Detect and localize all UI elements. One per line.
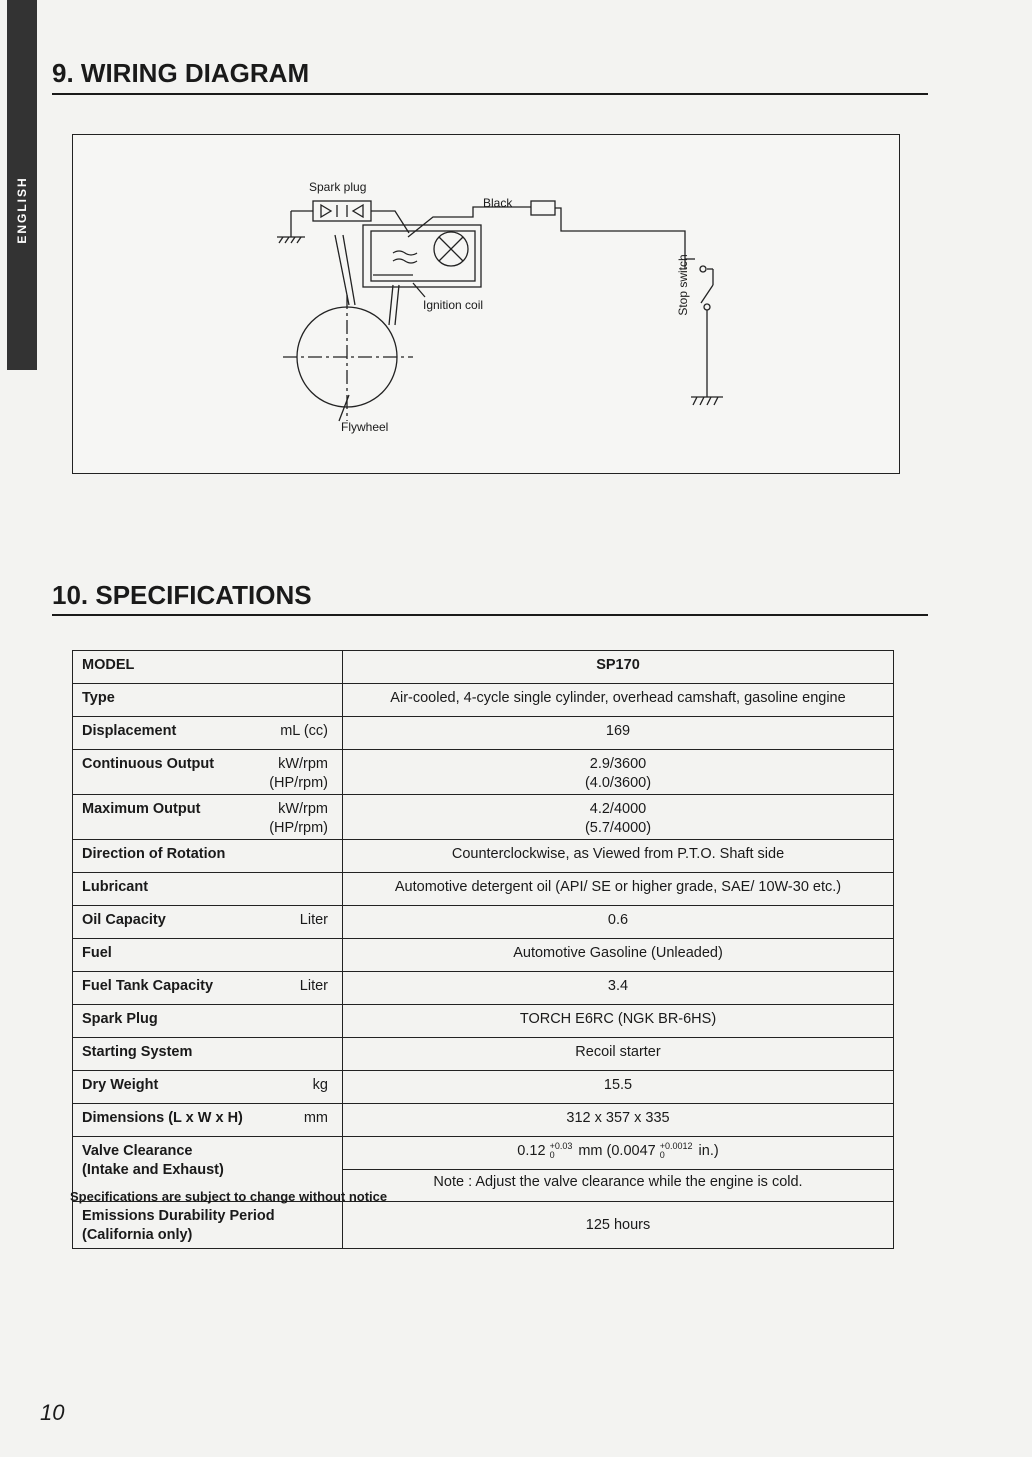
spark-plug-arrow-right (353, 205, 363, 217)
ignition-coil-label: Ignition coil (423, 298, 484, 312)
spec-row (73, 840, 894, 873)
valve-clearance-note: Note : Adjust the valve clearance while the engine is cold. (433, 1174, 803, 1190)
spec-name: Maximum Output (82, 801, 201, 817)
spec-value-cell (343, 840, 894, 873)
spec-value-cell (343, 873, 894, 906)
spec-label-cell (73, 906, 343, 939)
spec-value-cell (343, 684, 894, 717)
spec-value-cell (343, 972, 894, 1005)
spec-unit: kW/rpm (HP/rpm) (269, 801, 328, 836)
spec-row-valve-clearance (73, 1137, 894, 1170)
spec-row (73, 1005, 894, 1038)
spec-label-cell (73, 795, 343, 840)
spec-label-cell (73, 717, 343, 750)
spec-label-cell (73, 1202, 343, 1249)
spec-label-cell (73, 873, 343, 906)
spec-value-cell (343, 750, 894, 795)
spec-value: 4.2/4000 (589, 801, 647, 817)
spec-name: Fuel Tank Capacity (82, 978, 214, 994)
spark-plug-label: Spark plug (309, 180, 367, 194)
spec-value-cell (343, 717, 894, 750)
spec-name: Lubricant (82, 879, 149, 895)
specifications-footnote: Specifications are subject to change without notice (70, 1189, 388, 1204)
spec-unit: Liter (299, 912, 328, 928)
spec-row (73, 1071, 894, 1104)
wiring-diagram (72, 134, 900, 474)
ignition-coil-symbol (363, 225, 481, 287)
spec-value: 15.5 (603, 1077, 633, 1093)
spec-value-cell (343, 1202, 894, 1249)
spec-row (73, 651, 894, 684)
wiring-diagram-title: 9. WIRING DIAGRAM (52, 58, 310, 88)
spec-unit: Liter (299, 978, 328, 994)
specifications-title: 10. SPECIFICATIONS (52, 580, 312, 610)
spec-label-cell (73, 1104, 343, 1137)
spec-value-cell (343, 1170, 894, 1202)
specifications-rule (52, 614, 928, 616)
spec-value: 169 (605, 723, 631, 739)
spec-label-cell (73, 1038, 343, 1071)
spec-label-cell (73, 972, 343, 1005)
spec-label-cell (73, 684, 343, 717)
spec-name-secondary: (California only) (82, 1227, 193, 1243)
spec-value-cell (343, 906, 894, 939)
spec-value: Recoil starter (575, 1044, 661, 1060)
spec-value-cell (343, 939, 894, 972)
spec-value-cell (343, 795, 894, 840)
spec-label-cell (73, 939, 343, 972)
spec-name: Dimensions (L x W x H) (82, 1110, 243, 1126)
spec-label-cell (73, 1005, 343, 1038)
spec-row (73, 873, 894, 906)
spec-name: Dry Weight (82, 1077, 159, 1093)
spec-value: 312 x 357 x 335 (566, 1110, 670, 1126)
spec-row (73, 750, 894, 795)
flywheel-label: Flywheel (341, 420, 389, 434)
spec-name: Fuel (82, 945, 112, 961)
spec-value-cell (343, 1005, 894, 1038)
spec-value: Automotive detergent oil (API/ SE or higher grade, SAE/ 10W-30 etc.) (394, 879, 842, 895)
spec-row (73, 795, 894, 840)
spec-name: Spark Plug (82, 1011, 158, 1027)
spec-value: Air-cooled, 4-cycle single cylinder, overhead camshaft, gasoline engine (390, 690, 846, 706)
spec-label-cell (73, 651, 343, 684)
spec-unit: mL (cc) (280, 723, 328, 739)
valve-clearance-value: 0.12 +0.03 0 mm (0.0047 +0.0012 0 in.) (517, 1141, 719, 1160)
title-rule (52, 93, 928, 95)
spec-name: Continuous Output (82, 756, 215, 772)
spec-row (73, 1038, 894, 1071)
spec-value-cell (343, 1038, 894, 1071)
spec-label-cell (73, 750, 343, 795)
spec-name: Direction of Rotation (82, 846, 226, 862)
spec-value-secondary: (4.0/3600) (584, 775, 652, 791)
spec-name: Oil Capacity (82, 912, 166, 928)
spec-value-cell (343, 1104, 894, 1137)
spec-row (73, 1104, 894, 1137)
spec-label-cell (73, 840, 343, 873)
spec-row (73, 906, 894, 939)
spark-plug-arrow-left (321, 205, 331, 217)
spec-value: TORCH E6RC (NGK BR-6HS) (519, 1011, 717, 1027)
spec-row-emissions (73, 1202, 894, 1249)
spec-value: SP170 (596, 657, 640, 673)
spec-value-cell (343, 1137, 894, 1170)
stop-switch-label: Stop switch (676, 254, 690, 316)
spec-value: 0.6 (607, 912, 629, 928)
spec-name: Valve Clearance (82, 1143, 193, 1159)
language-side-tab (7, 0, 37, 370)
spec-value: 125 hours (585, 1217, 651, 1233)
spec-unit: mm (303, 1110, 328, 1126)
spec-name: Displacement (82, 723, 177, 739)
language-tab-label: ENGLISH (15, 176, 29, 244)
spec-name-secondary: (Intake and Exhaust) (82, 1162, 224, 1178)
spec-unit: kg (312, 1077, 328, 1093)
spark-plug-symbol (313, 201, 371, 221)
spec-name: MODEL (82, 657, 135, 673)
spec-value: 3.4 (607, 978, 629, 994)
spec-name: Starting System (82, 1044, 193, 1060)
spec-name: Type (82, 690, 115, 706)
spec-row (73, 717, 894, 750)
spec-value-cell (343, 1071, 894, 1104)
spec-row (73, 972, 894, 1005)
page-number: 10 (40, 1400, 65, 1425)
spec-value: 2.9/3600 (589, 756, 647, 772)
spec-label-cell (73, 1071, 343, 1104)
wiring-schematic (73, 135, 899, 473)
spec-row (73, 684, 894, 717)
black-wire-label: Black (483, 196, 513, 210)
spec-row (73, 939, 894, 972)
spec-unit: kW/rpm (HP/rpm) (269, 756, 328, 791)
spec-value: Counterclockwise, as Viewed from P.T.O. Shaft side (451, 846, 785, 862)
spec-value-secondary: (5.7/4000) (584, 820, 652, 836)
black-connector (531, 201, 555, 215)
spec-value-cell (343, 651, 894, 684)
spec-name: Emissions Durability Period (82, 1208, 275, 1224)
specifications-table (72, 650, 894, 1249)
spec-value: Automotive Gasoline (Unleaded) (513, 945, 723, 961)
